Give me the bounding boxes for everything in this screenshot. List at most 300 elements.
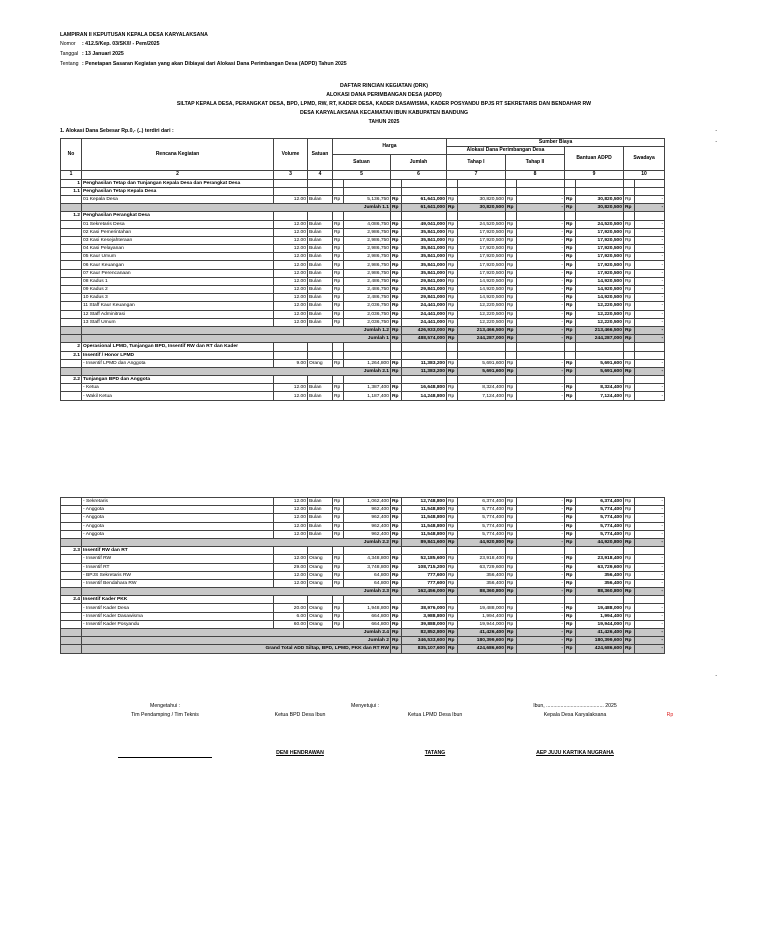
currency-rp: Rp xyxy=(624,392,635,400)
currency-rp: Rp xyxy=(565,277,576,285)
currency-rp: Rp xyxy=(447,604,458,612)
empty-cell xyxy=(565,547,576,555)
row-volume: 12.00 xyxy=(274,514,308,522)
empty-cell xyxy=(402,343,447,351)
row-tahap1: 7,124,400 xyxy=(458,392,506,400)
empty-cell xyxy=(458,547,506,555)
row-tahap1: 12,220,500 xyxy=(458,302,506,310)
currency-rp: Rp xyxy=(447,326,458,334)
row-jumlah: 29,841,000 xyxy=(402,294,447,302)
subtotal-tahap1: 213,466,500 xyxy=(458,326,506,334)
margin-dash: - xyxy=(715,673,717,679)
currency-rp: Rp xyxy=(447,261,458,269)
empty-cell xyxy=(517,343,565,351)
row-volume: 12.00 xyxy=(274,228,308,236)
row-no xyxy=(61,245,82,253)
sig-lpmd-role: Ketua LPMD Desa Ibun xyxy=(407,712,463,718)
currency-rp: Rp xyxy=(624,245,635,253)
table-row xyxy=(61,253,665,261)
row-tahap1: 356,400 xyxy=(458,571,506,579)
currency-rp: Rp xyxy=(624,498,635,506)
row-unit: Orang xyxy=(308,579,333,587)
currency-rp: Rp xyxy=(565,269,576,277)
row-swadaya: - xyxy=(635,498,665,506)
empty-cell xyxy=(635,351,665,359)
currency-rp: Rp xyxy=(506,286,517,294)
empty-cell xyxy=(447,351,458,359)
row-unit: Bulan xyxy=(308,302,333,310)
col-num: 3 xyxy=(274,171,308,179)
currency-rp: Rp xyxy=(506,637,517,645)
empty-cell xyxy=(61,588,82,596)
currency-rp: Rp xyxy=(447,522,458,530)
currency-rp: Rp xyxy=(391,384,402,392)
table-row xyxy=(61,498,665,506)
row-no xyxy=(61,261,82,269)
currency-rp: Rp xyxy=(391,555,402,563)
currency-rp: Rp xyxy=(447,571,458,579)
row-volume: 12.00 xyxy=(274,530,308,538)
subtotal-tahap2: - xyxy=(517,335,565,343)
subtotal-jumlah: 346,533,600 xyxy=(402,637,447,645)
row-swadaya: - xyxy=(635,302,665,310)
row-harga-satuan: 1,264,800 xyxy=(344,359,391,367)
row-harga-satuan: 962,400 xyxy=(344,506,391,514)
empty-cell xyxy=(402,187,447,195)
currency-rp: Rp xyxy=(447,195,458,203)
currency-rp: Rp xyxy=(447,253,458,261)
currency-rp: Rp xyxy=(565,530,576,538)
currency-rp: Rp xyxy=(565,612,576,620)
row-jumlah: 777,600 xyxy=(402,571,447,579)
row-tahap2: - xyxy=(517,220,565,228)
empty-cell xyxy=(333,343,344,351)
row-jumlah: 39,888,000 xyxy=(402,620,447,628)
empty-cell xyxy=(517,351,565,359)
currency-rp: Rp xyxy=(506,530,517,538)
header-line-nomor: Nomor : 412.5/Kep. 03/SK/I/ - Pem/2025 xyxy=(60,41,160,47)
row-activity: 12 Staff Adminitrasi xyxy=(82,310,274,318)
currency-rp: Rp xyxy=(624,555,635,563)
currency-rp: Rp xyxy=(333,522,344,530)
currency-rp: Rp xyxy=(447,220,458,228)
empty-cell xyxy=(624,351,635,359)
row-tahap2: - xyxy=(517,579,565,587)
subtotal-label: Jumlah 1.1 xyxy=(82,204,391,212)
row-tahap2: - xyxy=(517,302,565,310)
row-unit: Bulan xyxy=(308,245,333,253)
currency-rp: Rp xyxy=(565,506,576,514)
row-no xyxy=(61,522,82,530)
row-tahap2: - xyxy=(517,269,565,277)
empty-cell xyxy=(402,179,447,187)
doc-title-4: DESA KARYALAKSANA KECAMATAN IBUN KABUPATEN BANDUNG xyxy=(299,110,468,116)
currency-rp: Rp xyxy=(506,629,517,637)
row-jumlah: 35,841,000 xyxy=(402,261,447,269)
section-title: Penghasilan Tetap dan Tunjangan Kepala Desa dan Perangkat Desa xyxy=(82,179,274,187)
subtotal-tahap1: 30,820,500 xyxy=(458,204,506,212)
empty-cell xyxy=(447,596,458,604)
empty-cell xyxy=(391,343,402,351)
currency-rp: Rp xyxy=(447,588,458,596)
empty-cell xyxy=(344,547,391,555)
row-activity: 08 Kadus 1 xyxy=(82,277,274,285)
row-tahap1: 24,520,500 xyxy=(458,220,506,228)
currency-rp: Rp xyxy=(565,392,576,400)
empty-cell xyxy=(506,212,517,220)
currency-rp: Rp xyxy=(565,220,576,228)
empty-cell xyxy=(458,212,506,220)
row-tahap1: 17,920,500 xyxy=(458,253,506,261)
col-num: 7 xyxy=(447,171,506,179)
empty-cell xyxy=(565,212,576,220)
row-unit: Orang xyxy=(308,604,333,612)
row-harga-satuan: 4,348,800 xyxy=(344,555,391,563)
col-satuan: Satuan xyxy=(308,139,333,171)
empty-cell xyxy=(391,187,402,195)
table-row xyxy=(61,579,665,587)
empty-cell xyxy=(506,179,517,187)
row-tahap1: 17,920,500 xyxy=(458,261,506,269)
subtotal-tahap1: 44,920,800 xyxy=(458,538,506,546)
row-jumlah: 24,441,000 xyxy=(402,318,447,326)
empty-cell xyxy=(391,376,402,384)
row-harga-satuan: 2,486,750 xyxy=(344,286,391,294)
empty-cell xyxy=(333,179,344,187)
currency-rp: Rp xyxy=(565,555,576,563)
row-bantuan: 7,124,400 xyxy=(576,392,624,400)
row-tahap2: - xyxy=(517,514,565,522)
row-no xyxy=(61,318,82,326)
row-bantuan: 5,691,600 xyxy=(576,359,624,367)
row-activity: - Insentif RW xyxy=(82,555,274,563)
empty-cell xyxy=(61,367,82,375)
row-tahap1: 30,820,500 xyxy=(458,195,506,203)
subtotal-tahap2: - xyxy=(517,637,565,645)
row-volume: 12.00 xyxy=(274,579,308,587)
row-volume: 12.00 xyxy=(274,294,308,302)
row-unit: Bulan xyxy=(308,522,333,530)
row-jumlah: 35,841,000 xyxy=(402,236,447,244)
sig-left-name-line xyxy=(118,749,212,758)
currency-rp: Rp xyxy=(391,269,402,277)
currency-rp: Rp xyxy=(333,620,344,628)
row-harga-satuan: 4,086,750 xyxy=(344,220,391,228)
currency-rp: Rp xyxy=(447,318,458,326)
section-title: Tunjangan BPD dan Anggota xyxy=(82,376,274,384)
sig-kades-name: AEP JUJU KARTIKA NUGRAHA xyxy=(536,750,614,756)
empty-cell xyxy=(565,343,576,351)
table-row xyxy=(61,563,665,571)
section-row xyxy=(61,179,665,187)
row-bantuan: 23,918,400 xyxy=(576,555,624,563)
row-activity: - Anggota xyxy=(82,530,274,538)
currency-rp: Rp xyxy=(391,318,402,326)
table-row xyxy=(61,392,665,400)
row-unit: Bulan xyxy=(308,220,333,228)
currency-rp: Rp xyxy=(624,530,635,538)
doc-title-3: SILTAP KEPALA DESA, PERANGKAT DESA, BPD, LPMD, RW, RT, KADER DESA, KADER DASAWISMA, KADER POSYANDU BPJS RT SEKRETARIS DAN BENDAHAR RW xyxy=(176,101,592,107)
row-tahap2: - xyxy=(517,392,565,400)
currency-rp: Rp xyxy=(333,498,344,506)
subtotal-bantuan: 180,399,600 xyxy=(576,637,624,645)
currency-rp: Rp xyxy=(391,514,402,522)
currency-rp: Rp xyxy=(333,563,344,571)
row-jumlah: 35,841,000 xyxy=(402,228,447,236)
row-no xyxy=(61,571,82,579)
row-no xyxy=(61,269,82,277)
row-activity: - Insentif LPMD dan Anggota xyxy=(82,359,274,367)
empty-cell xyxy=(447,547,458,555)
table-row xyxy=(61,604,665,612)
subtotal-tahap2: - xyxy=(517,204,565,212)
row-volume: 12.00 xyxy=(274,310,308,318)
row-tahap1: 23,918,400 xyxy=(458,555,506,563)
subtotal-label: Jumlah 1.2 xyxy=(82,326,391,334)
empty-cell xyxy=(61,629,82,637)
currency-rp: Rp xyxy=(333,286,344,294)
empty-cell xyxy=(576,212,624,220)
row-jumlah: 61,641,000 xyxy=(402,195,447,203)
currency-rp: Rp xyxy=(565,367,576,375)
subtotal-row xyxy=(61,335,665,343)
row-volume: 12.00 xyxy=(274,245,308,253)
currency-rp: Rp xyxy=(447,384,458,392)
row-bantuan: 17,920,500 xyxy=(576,228,624,236)
row-bantuan: 6,374,400 xyxy=(576,498,624,506)
row-unit: Orang xyxy=(308,563,333,571)
col-num: 6 xyxy=(391,171,447,179)
section-number: 2.2 xyxy=(61,376,82,384)
currency-rp: Rp xyxy=(506,294,517,302)
empty-cell xyxy=(344,376,391,384)
row-tahap1: 6,374,400 xyxy=(458,498,506,506)
row-swadaya: - xyxy=(635,506,665,514)
currency-rp: Rp xyxy=(624,261,635,269)
row-harga-satuan: 2,036,750 xyxy=(344,318,391,326)
table-row xyxy=(61,195,665,203)
empty-cell xyxy=(402,547,447,555)
row-swadaya: - xyxy=(635,620,665,628)
section-number: 2.3 xyxy=(61,547,82,555)
currency-rp: Rp xyxy=(565,588,576,596)
sig-place-date: Ibun, ........................................ 2025 xyxy=(533,703,617,709)
currency-rp: Rp xyxy=(624,571,635,579)
empty-cell xyxy=(506,547,517,555)
currency-rp: Rp xyxy=(333,236,344,244)
currency-rp: Rp xyxy=(391,277,402,285)
row-unit: Orang xyxy=(308,555,333,563)
section-number: 2 xyxy=(61,343,82,351)
empty-cell xyxy=(624,596,635,604)
section-row xyxy=(61,187,665,195)
row-no xyxy=(61,310,82,318)
empty-cell xyxy=(565,376,576,384)
col-num: 9 xyxy=(565,171,624,179)
currency-rp: Rp xyxy=(447,392,458,400)
currency-rp: Rp xyxy=(447,637,458,645)
currency-rp: Rp xyxy=(391,604,402,612)
empty-cell xyxy=(635,187,665,195)
table-row xyxy=(61,228,665,236)
sig-bpd-role: Ketua BPD Desa Ibun xyxy=(274,712,326,718)
row-bantuan: 19,488,000 xyxy=(576,604,624,612)
empty-cell xyxy=(308,343,333,351)
row-unit: Bulan xyxy=(308,392,333,400)
currency-rp: Rp xyxy=(447,645,458,653)
empty-cell xyxy=(576,596,624,604)
row-unit: Bulan xyxy=(308,514,333,522)
row-tahap1: 19,944,000 xyxy=(458,620,506,628)
row-volume: 12.00 xyxy=(274,220,308,228)
row-swadaya: - xyxy=(635,277,665,285)
row-activity: - Anggota xyxy=(82,514,274,522)
row-activity: 01 Sekretaris Desa xyxy=(82,220,274,228)
currency-rp: Rp xyxy=(333,220,344,228)
empty-cell xyxy=(274,596,308,604)
col-num: 5 xyxy=(333,171,391,179)
col-harga: Harga xyxy=(333,139,447,155)
row-harga-satuan: 2,486,750 xyxy=(344,277,391,285)
table-row xyxy=(61,236,665,244)
row-tahap1: 5,774,400 xyxy=(458,506,506,514)
row-harga-satuan: 2,986,750 xyxy=(344,253,391,261)
row-tahap2: - xyxy=(517,294,565,302)
currency-rp: Rp xyxy=(506,538,517,546)
empty-cell xyxy=(458,351,506,359)
row-harga-satuan: 2,486,750 xyxy=(344,294,391,302)
currency-rp: Rp xyxy=(506,318,517,326)
currency-rp: Rp xyxy=(506,236,517,244)
currency-rp: Rp xyxy=(624,335,635,343)
empty-cell xyxy=(402,376,447,384)
section-number: 1.1 xyxy=(61,187,82,195)
row-no xyxy=(61,253,82,261)
row-bantuan: 63,729,600 xyxy=(576,563,624,571)
row-bantuan: 14,920,500 xyxy=(576,286,624,294)
row-no xyxy=(61,220,82,228)
row-activity: - Wakil Ketua xyxy=(82,392,274,400)
currency-rp: Rp xyxy=(506,302,517,310)
row-tahap2: - xyxy=(517,318,565,326)
col-num: 2 xyxy=(82,171,274,179)
section-title: Insentif RW dan RT xyxy=(82,547,274,555)
currency-rp: Rp xyxy=(391,302,402,310)
empty-cell xyxy=(506,187,517,195)
currency-rp: Rp xyxy=(565,629,576,637)
row-harga-satuan: 1,387,400 xyxy=(344,384,391,392)
row-unit: Bulan xyxy=(308,277,333,285)
empty-cell xyxy=(576,343,624,351)
currency-rp: Rp xyxy=(447,359,458,367)
empty-cell xyxy=(506,343,517,351)
currency-rp: Rp xyxy=(506,645,517,653)
row-no xyxy=(61,612,82,620)
row-tahap1: 17,920,500 xyxy=(458,245,506,253)
empty-cell xyxy=(635,547,665,555)
row-no xyxy=(61,498,82,506)
row-unit: Bulan xyxy=(308,318,333,326)
currency-rp: Rp xyxy=(624,579,635,587)
row-tahap1: 5,774,400 xyxy=(458,530,506,538)
subtotal-bantuan: 5,691,600 xyxy=(576,367,624,375)
row-swadaya: - xyxy=(635,228,665,236)
row-tahap2: - xyxy=(517,286,565,294)
row-swadaya: - xyxy=(635,563,665,571)
currency-rp: Rp xyxy=(447,204,458,212)
subtotal-tahap2: - xyxy=(517,629,565,637)
currency-rp: Rp xyxy=(447,269,458,277)
currency-rp: Rp xyxy=(447,245,458,253)
currency-rp: Rp xyxy=(506,326,517,334)
row-tahap2: - xyxy=(517,506,565,514)
currency-rp: Rp xyxy=(565,563,576,571)
table-row xyxy=(61,522,665,530)
row-no xyxy=(61,384,82,392)
subtotal-row xyxy=(61,629,665,637)
currency-rp: Rp xyxy=(624,588,635,596)
empty-cell xyxy=(61,645,82,653)
empty-cell xyxy=(565,596,576,604)
currency-rp: Rp xyxy=(624,367,635,375)
section-number: 1 xyxy=(61,179,82,187)
currency-rp: Rp xyxy=(565,522,576,530)
currency-rp: Rp xyxy=(565,620,576,628)
currency-rp: Rp xyxy=(506,579,517,587)
empty-cell xyxy=(576,351,624,359)
col-adpd: Alokasi Dana Perimbangan Desa xyxy=(447,147,565,155)
row-activity: - Insentif Kader Dasawisma xyxy=(82,612,274,620)
row-activity: - Ketua xyxy=(82,384,274,392)
currency-rp: Rp xyxy=(447,310,458,318)
table-row xyxy=(61,384,665,392)
subtotal-row xyxy=(61,538,665,546)
row-bantuan: 30,820,500 xyxy=(576,195,624,203)
subtotal-tahap2: - xyxy=(517,538,565,546)
currency-rp: Rp xyxy=(624,620,635,628)
currency-rp: Rp xyxy=(447,555,458,563)
row-no xyxy=(61,514,82,522)
row-activity: - Sekretaris xyxy=(82,498,274,506)
sig-menyetujui: Menyetujui : xyxy=(351,703,379,709)
row-bantuan: 12,220,500 xyxy=(576,302,624,310)
row-tahap1: 356,400 xyxy=(458,579,506,587)
row-tahap2: - xyxy=(517,359,565,367)
subtotal-swadaya: - xyxy=(635,637,665,645)
row-bantuan: 24,520,500 xyxy=(576,220,624,228)
doc-title-1: DAFTAR RINCIAN KEGIATAN (DRK) xyxy=(340,83,428,89)
empty-cell xyxy=(61,335,82,343)
section-title: Operasional LPMD, Tunjangan BPD, Insentif RW dan RT dan Kader xyxy=(82,343,274,351)
empty-cell xyxy=(391,547,402,555)
table-row xyxy=(61,220,665,228)
subtotal-tahap1: 424,686,600 xyxy=(458,645,506,653)
section-row xyxy=(61,547,665,555)
subtotal-row xyxy=(61,645,665,653)
row-swadaya: - xyxy=(635,514,665,522)
currency-rp: Rp xyxy=(391,498,402,506)
subtotal-tahap1: 88,360,800 xyxy=(458,588,506,596)
empty-cell xyxy=(308,596,333,604)
row-swadaya: - xyxy=(635,286,665,294)
row-no xyxy=(61,195,82,203)
row-activity: 05 Kaur Umum xyxy=(82,253,274,261)
empty-cell xyxy=(517,376,565,384)
empty-cell xyxy=(565,187,576,195)
row-tahap2: - xyxy=(517,236,565,244)
subtotal-tahap1: 244,287,000 xyxy=(458,335,506,343)
currency-rp: Rp xyxy=(506,245,517,253)
